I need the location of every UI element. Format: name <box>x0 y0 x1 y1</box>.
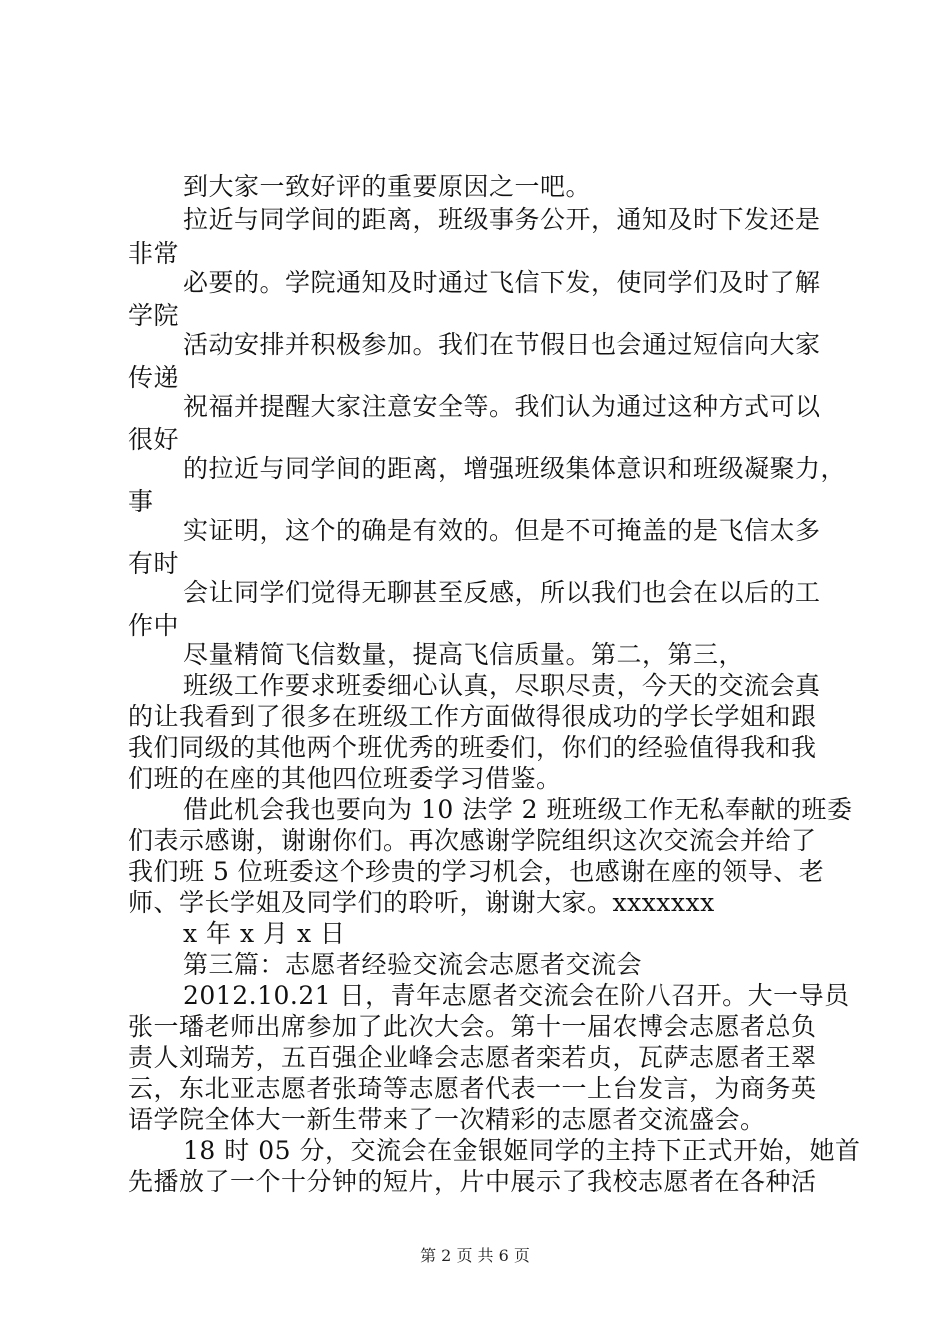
text-line: 责人刘瑞芳，五百强企业峰会志愿者栾若贞，瓦萨志愿者王翠 <box>128 1043 817 1072</box>
text-line: 语学院全体大一新生带来了一次精彩的志愿者交流盛会。 <box>128 1105 766 1134</box>
text-line: 传递 <box>128 363 180 392</box>
text-line: 到大家一致好评的重要原因之一吧。 <box>183 172 592 201</box>
text-line: 尽量精简飞信数量，提高飞信质量。第二，第三， <box>183 640 745 669</box>
text-line: 2012.10.21 日，青年志愿者交流会在阶八召开。大一导员 <box>183 981 850 1010</box>
text-line: 们班的在座的其他四位班委学习借鉴。 <box>128 764 562 793</box>
text-line: 师、学长学姐及同学们的聆听，谢谢大家。xxxxxxx <box>128 888 715 917</box>
text-line: 事 <box>128 487 154 516</box>
text-line: 有时 <box>128 549 180 578</box>
text-line: 的让我看到了很多在班级工作方面做得很成功的学长学姐和跟 <box>128 702 817 731</box>
text-line: 借此机会我也要向为 10 法学 2 班班级工作无私奉献的班委 <box>183 795 853 824</box>
text-line: 必要的。学院通知及时通过飞信下发，使同学们及时了解 <box>183 268 821 297</box>
text-line: 们表示感谢，谢谢你们。再次感谢学院组织这次交流会并给了 <box>128 826 817 855</box>
text-line: 作中 <box>128 611 180 640</box>
text-line: 我们班 5 位班委这个珍贵的学习机会，也感谢在座的领导、老 <box>128 857 825 886</box>
text-line: x 年 x 月 x 日 <box>183 919 346 948</box>
text-line: 祝福并提醒大家注意安全等。我们认为通过这种方式可以 <box>183 392 821 421</box>
text-line: 我们同级的其他两个班优秀的班委们，你们的经验值得我和我 <box>128 733 817 762</box>
text-line: 实证明，这个的确是有效的。但是不可掩盖的是飞信太多 <box>183 516 821 545</box>
text-line: 会让同学们觉得无聊甚至反感，所以我们也会在以后的工 <box>183 578 821 607</box>
text-line: 张一璠老师出席参加了此次大会。第十一届农博会志愿者总负 <box>128 1012 817 1041</box>
page-number-footer: 第 2 页 共 6 页 <box>420 1246 530 1265</box>
text-line: 很好 <box>128 425 180 454</box>
text-line: 18 时 05 分，交流会在金银姬同学的主持下正式开始，她首 <box>183 1136 861 1165</box>
text-line: 活动安排并积极参加。我们在节假日也会通过短信向大家 <box>183 330 821 359</box>
text-line: 的拉近与同学间的距离，增强班级集体意识和班级凝聚力， <box>183 454 847 483</box>
text-line: 云，东北亚志愿者张琦等志愿者代表一一上台发言，为商务英 <box>128 1074 817 1103</box>
section-heading: 第三篇：志愿者经验交流会志愿者交流会 <box>183 950 643 979</box>
text-line: 非常 <box>128 239 180 268</box>
text-line: 学院 <box>128 301 180 330</box>
text-line: 拉近与同学间的距离，班级事务公开，通知及时下发还是 <box>183 205 821 234</box>
text-line: 班级工作要求班委细心认真，尽职尽责，今天的交流会真 <box>183 671 821 700</box>
text-line: 先播放了一个十分钟的短片，片中展示了我校志愿者在各种活 <box>128 1167 817 1196</box>
